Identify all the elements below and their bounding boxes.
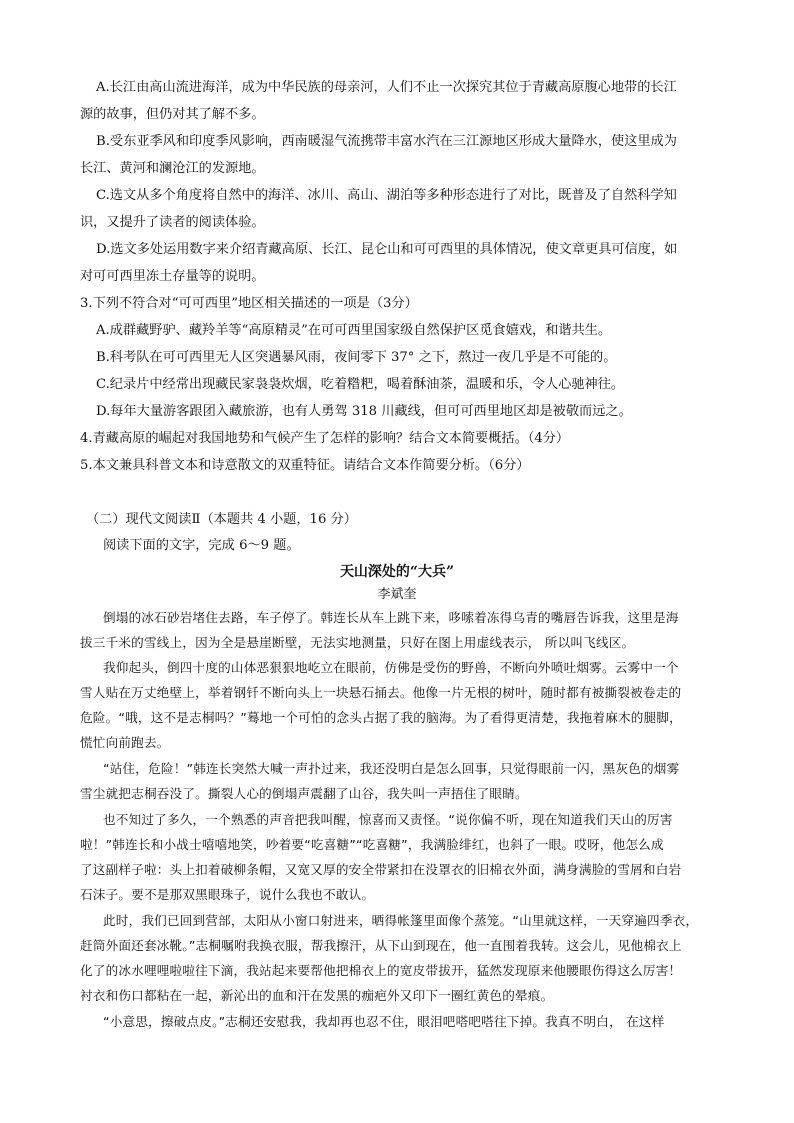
passage-title: 天山深处的“大兵”	[339, 564, 455, 580]
q2-option-d-line2: 对可可西里冻土存量等的说明。	[80, 269, 265, 284]
q2-option-c-line2: 识，又提升了读者的阅读体验。	[80, 215, 265, 230]
q5-stem: 5.本文兼具科普文本和诗意散文的双重特征。请结合文本作简要分析。（6分）	[80, 458, 530, 473]
passage-line: 慌忙向前跑去。	[80, 735, 170, 750]
passage-line: 了这副样子啦：头上扣着破柳条帽，又宽又厚的安全带紧扣在没罩衣的旧棉衣外面，满身满脸的雪屑和白岩	[80, 862, 682, 877]
passage-line: 雪人贴在万丈绝壁上，举着钢钎不断向头上一块悬石捅去。他像一片无根的树叶，随时都有被撕裂被卷走的	[80, 685, 682, 700]
q3-option-c: C.纪录片中经常出现藏民家袅袅炊烟，吃着糌粑，喝着酥油茶，温暖和乐，令人心驰神往。	[96, 377, 625, 392]
q4-stem: 4.青藏高原的崛起对我国地势和气候产生了怎样的影响？结合文本简要概括。（4分）	[80, 431, 570, 446]
q3-stem: 3.下列不符合对“可可西里”地区相关描述的一项是（3分）	[80, 296, 418, 311]
passage-line: 石沫子。要不是那双黑眼珠子，说什么我也不敢认。	[80, 887, 375, 902]
passage-line: 拔三千米的雪线上，因为全是悬崖断壁，无法实地测量，只好在图上用虚线表示， 所以叫飞线区。	[80, 635, 635, 650]
passage-line: 此时，我们已回到营部，太阳从小窗口射进来，晒得帐篷里面像个蒸笼。“山里就这样，一天穿遍四季衣，	[103, 913, 699, 928]
passage-line: 我仰起头，倒四十度的山体恶狠狠地屹立在眼前，仿佛是受伤的野兽，不断向外喷吐烟雾。云雾中一个	[103, 660, 679, 675]
passage-line: “站住，危险！”韩连长突然大喊一声扑过来，我还没明白是怎么回事，只觉得眼前一闪，黑灰色的烟雾	[103, 761, 680, 776]
q3-option-a: A.成群藏野驴、藏羚羊等“高原精灵”在可可西里国家级自然保护区觅食嬉戏，和谐共生。	[96, 323, 612, 338]
passage-line: 化了的冰水哩哩啦啦往下滴，我站起来要帮他把棉衣上的宽皮带拔开，猛然发现原来他腰眼伤得这么厉害！	[80, 963, 682, 978]
q2-option-b-line1: B.受东亚季风和印度季风影响，西南暖湿气流携带丰富水汽在三江源地区形成大量降水，使这里成为	[96, 134, 677, 149]
passage-author: 李斌奎	[377, 587, 417, 602]
q3-option-b: B.科考队在可可西里无人区突遇暴风雨，夜间零下 37° 之下，熬过一夜几乎是不可能的。	[96, 350, 617, 365]
passage-line: 危险。“哦，这不是志桐吗？”蓦地一个可怕的念头占据了我的脑海。为了看得更清楚，我拖着麻木的腿脚，	[80, 710, 682, 725]
passage-line: 赶筒外面还套冰靴。”志桐嘱咐我换衣服，帮我擦汗，从下山到现在，他一直围着我转。这会儿，见他棉衣上	[80, 938, 682, 953]
q2-option-c-line1: C.选文从多个角度将自然中的海洋、冰川、高山、湖泊等多种形态进行了对比，既普及了自然科学知	[96, 188, 677, 203]
q2-option-a-line2: 源的故事，但仍对其了解不多。	[80, 107, 265, 122]
passage-line: “小意思，擦破点皮。”志桐还安慰我，我却再也忍不住，眼泪吧嗒吧嗒往下掉。我真不明白， 在这样	[103, 1014, 665, 1029]
passage-line: 衬衣和伤口都粘在一起，新沁出的血和汗在发黑的痂疤外又印下一圈红黄色的晕痕。	[80, 988, 554, 1003]
passage-line: 啦！”韩连长和小战士嘻嘻地笑，吵着要“吃喜糖”“吃喜糖”，我满脸绯红，也斜了一眼。哎呀，他怎么成	[80, 837, 664, 852]
section-heading: （二）现代文阅读Ⅱ（本题共 4 小题，16 分）	[86, 512, 357, 527]
q2-option-d-line1: D.选文多处运用数字来介绍青藏高原、长江、昆仑山和可可西里的具体情况，使文章更具可信度，如	[96, 242, 678, 257]
passage-line: 雪尘就把志桐吞没了。撕裂人心的倒塌声震翻了山谷，我失叫一声捂住了眼睛。	[80, 786, 528, 801]
q3-option-d: D.每年大量游客跟团入藏旅游，也有人勇驾 318 川藏线，但可可西里地区却是被敬而远之。	[96, 404, 632, 419]
passage-line: 也不知过了多久，一个熟悉的声音把我叫醒，惊喜而又责怪。“说你偏不听，现在知道我们天山的厉害	[103, 812, 673, 827]
passage-line: 倒塌的冰石砂岩堵住去路，车子停了。韩连长从车上跳下来，哆嗦着冻得乌青的嘴唇告诉我，这里是海	[103, 610, 679, 625]
q2-option-a-line1: A.长江由高山流进海洋，成为中华民族的母亲河，人们不止一次探究其位于青藏高原腹心地带的长江	[96, 80, 677, 95]
reading-instruction: 阅读下面的文字，完成 6～9 题。	[103, 538, 300, 553]
q2-option-b-line2: 长江、黄河和澜沧江的发源地。	[80, 161, 265, 176]
